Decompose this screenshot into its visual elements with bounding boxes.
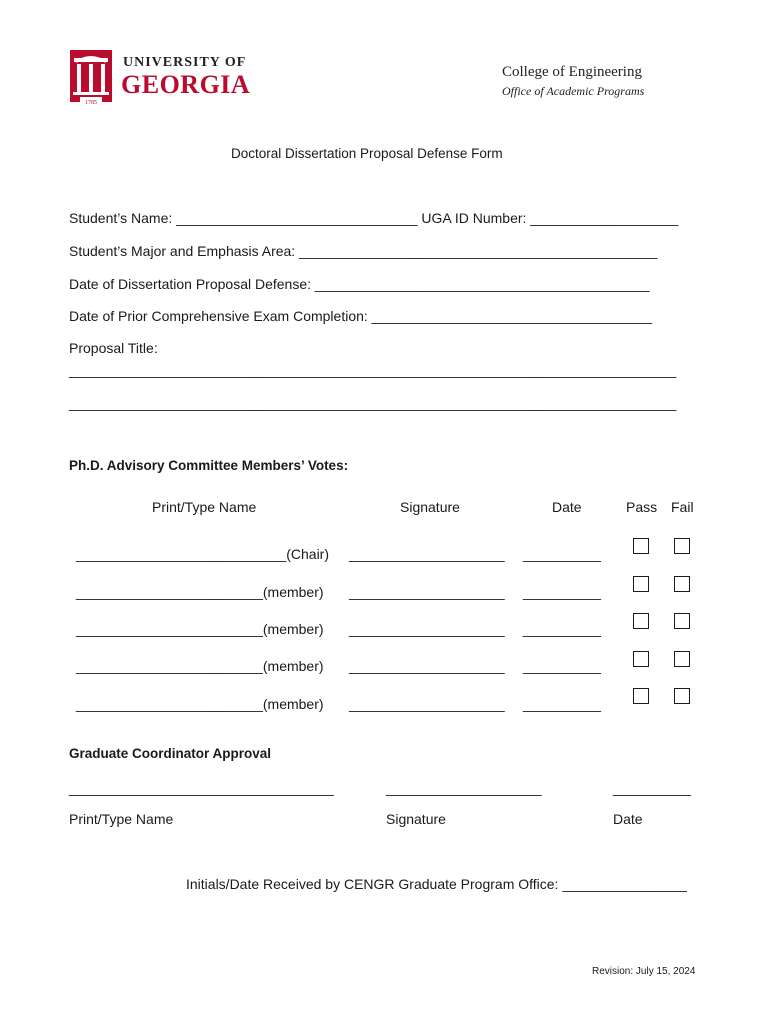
- office-name: Office of Academic Programs: [502, 84, 645, 98]
- committee-row-name: ________________________(member): [76, 584, 324, 600]
- student-name-line: Student’s Name: _______________________________ UGA ID Number: ___________________: [69, 210, 679, 226]
- pass-checkbox[interactable]: [633, 576, 649, 592]
- committee-row-name: ________________________(member): [76, 658, 324, 674]
- coordinator-date-label: Date: [613, 811, 643, 827]
- defense-date-line: Date of Dissertation Proposal Defense: ___________________________________________: [69, 276, 650, 292]
- proposal-title-label: Proposal Title:: [69, 340, 158, 356]
- committee-row-date: __________: [523, 584, 601, 600]
- coordinator-name-label: Print/Type Name: [69, 811, 174, 827]
- fail-checkbox[interactable]: [674, 576, 690, 592]
- form-title: Doctoral Dissertation Proposal Defense Form: [231, 146, 503, 161]
- col-fail-header: Fail: [671, 499, 694, 515]
- college-name: College of Engineering: [502, 64, 642, 80]
- col-date-header: Date: [552, 499, 582, 515]
- committee-row-signature: ____________________: [349, 584, 505, 600]
- committee-row-name: ___________________________(Chair): [76, 546, 330, 562]
- committee-row-date: __________: [523, 546, 601, 562]
- revision-date: Revision: July 15, 2024: [592, 966, 696, 977]
- col-pass-header: Pass: [626, 499, 658, 515]
- pass-checkbox[interactable]: [633, 688, 649, 704]
- coordinator-date-blank: __________: [613, 780, 691, 796]
- arch-logo-icon: [70, 50, 112, 108]
- fail-checkbox[interactable]: [674, 538, 690, 554]
- col-signature-header: Signature: [400, 499, 460, 515]
- office-received-line: Initials/Date Received by CENGR Graduate Program Office: ________________: [186, 876, 687, 892]
- committee-row-signature: ____________________: [349, 696, 505, 712]
- university-line2: GEORGIA: [121, 70, 251, 99]
- pass-checkbox[interactable]: [633, 538, 649, 554]
- fail-checkbox[interactable]: [674, 651, 690, 667]
- committee-row-name: ________________________(member): [76, 621, 324, 637]
- coordinator-signature-label: Signature: [386, 811, 446, 827]
- university-line1: UNIVERSITY OF: [123, 55, 247, 70]
- committee-row-signature: ____________________: [349, 658, 505, 674]
- svg-text:1785: 1785: [85, 100, 97, 106]
- fail-checkbox[interactable]: [674, 688, 690, 704]
- proposal-title-line-1: ______________________________________________________________________________: [69, 362, 677, 378]
- committee-row-date: __________: [523, 696, 601, 712]
- committee-row-signature: ____________________: [349, 621, 505, 637]
- coordinator-signature-blank: ____________________: [386, 780, 542, 796]
- committee-row-name: ________________________(member): [76, 696, 324, 712]
- major-line: Student’s Major and Emphasis Area: ______________________________________________: [69, 243, 658, 259]
- col-name-header: Print/Type Name: [152, 499, 257, 515]
- fail-checkbox[interactable]: [674, 613, 690, 629]
- pass-checkbox[interactable]: [633, 651, 649, 667]
- coordinator-heading: Graduate Coordinator Approval: [69, 746, 272, 761]
- coordinator-name-blank: __________________________________: [69, 780, 334, 796]
- pass-checkbox[interactable]: [633, 613, 649, 629]
- committee-heading: Ph.D. Advisory Committee Members’ Votes:: [69, 458, 349, 473]
- committee-row-date: __________: [523, 658, 601, 674]
- prior-exam-line: Date of Prior Comprehensive Exam Completion: ____________________________________: [69, 308, 652, 324]
- committee-row-signature: ____________________: [349, 546, 505, 562]
- committee-row-date: __________: [523, 621, 601, 637]
- proposal-title-line-2: ______________________________________________________________________________: [69, 395, 677, 411]
